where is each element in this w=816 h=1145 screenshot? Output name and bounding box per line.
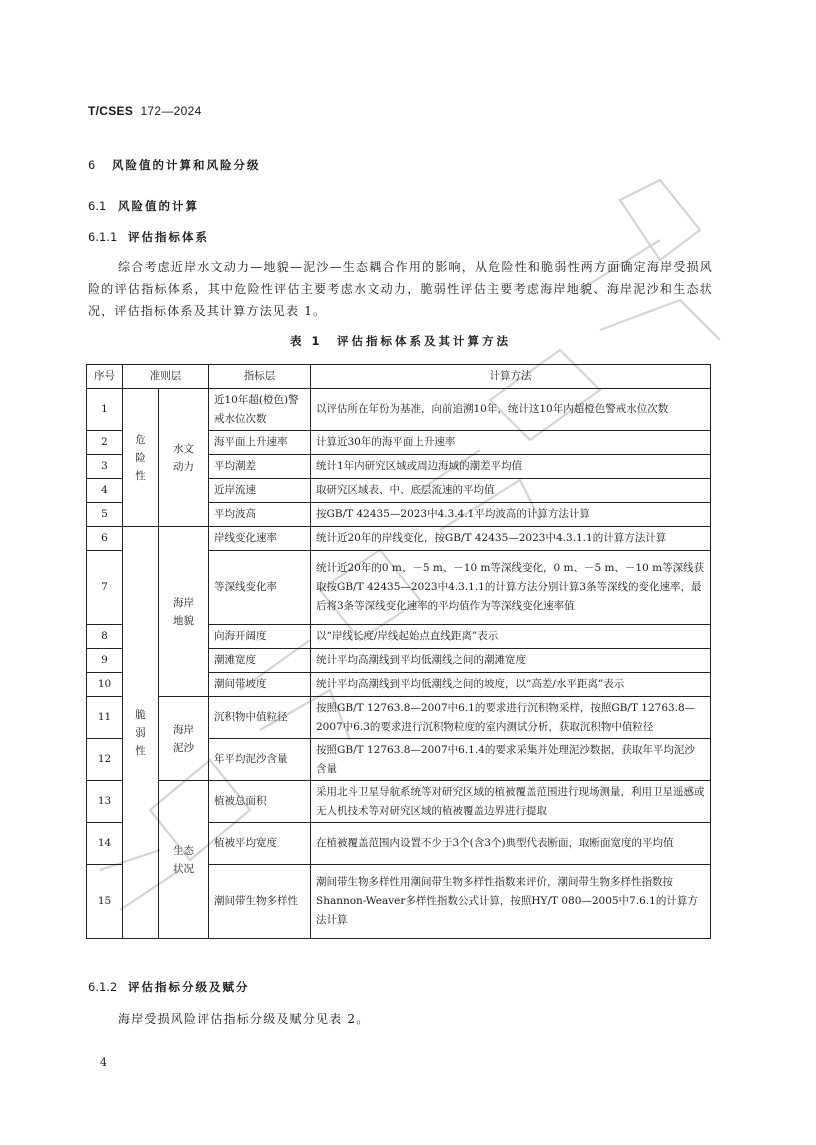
indicator-table bbox=[86, 364, 711, 939]
method-cell: 统计1年内研究区域或周边海域的潮差平均值 bbox=[311, 455, 711, 479]
table-header-row bbox=[87, 365, 711, 389]
group-eco: 生态状况 bbox=[159, 781, 209, 939]
row-number: 9 bbox=[87, 649, 123, 673]
row-number: 4 bbox=[87, 479, 123, 503]
section-6-1-2-heading: 6.1.2 评估指标分级及赋分 bbox=[88, 980, 250, 994]
row-number: 12 bbox=[87, 739, 123, 781]
method-cell: 采用北斗卫星导航系统等对研究区域的植被覆盖范围进行现场测量，利用卫星遥感或无人机技术等对研究区域的植被覆盖边界进行提取 bbox=[311, 781, 711, 823]
row-number: 10 bbox=[87, 673, 123, 697]
header-indicator: 指标层 bbox=[209, 365, 311, 389]
row-number: 11 bbox=[87, 697, 123, 739]
method-cell: 以“岸线长度/岸线起始点直线距离”表示 bbox=[311, 625, 711, 649]
row-number: 6 bbox=[87, 527, 123, 551]
indicator-cell: 潮间带坡度 bbox=[209, 673, 311, 697]
paragraph-grading: 海岸受损风险评估指标分级及赋分见表 2。 bbox=[118, 1012, 370, 1026]
group-geomorph: 海岸地貌 bbox=[159, 527, 209, 697]
indicator-cell: 年平均泥沙含量 bbox=[209, 739, 311, 781]
method-cell: 在植被覆盖范围内设置不少于3个(含3个)典型代表断面，取断面宽度的平均值 bbox=[311, 823, 711, 865]
group-danger: 危险性 bbox=[123, 389, 159, 527]
method-cell: 以评估所在年份为基准，向前追溯10年，统计这10年内超橙色警戒水位次数 bbox=[311, 389, 711, 431]
method-cell: 按GB/T 42435—2023中4.3.4.1平均波高的计算方法计算 bbox=[311, 503, 711, 527]
method-cell: 潮间带生物多样性用潮间带生物多样性指数来评价，潮间带生物多样性指数按Shannon-Weaver多样性指数公式计算，按照HY/T 080—2005中7.6.1的计算方法计算 bbox=[311, 865, 711, 939]
table-row bbox=[87, 389, 711, 431]
indicator-cell: 潮滩宽度 bbox=[209, 649, 311, 673]
header-criterion: 准则层 bbox=[123, 365, 209, 389]
method-cell: 统计近20年的0 m、－5 m、－10 m等深线变化，0 m、－5 m、－10 m等深线获取按GB/T 42435—2023中4.3.1.1的计算方法分别计算3条等深线的变化速率，最后将3条等深线变化速率的平均值作为等深线变化速率值 bbox=[311, 551, 711, 625]
method-cell: 统计平均高潮线到平均低潮线之间的坡度，以“高差/水平距离”表示 bbox=[311, 673, 711, 697]
table-row bbox=[87, 527, 711, 551]
method-cell: 取研究区域表、中、底层流速的平均值 bbox=[311, 479, 711, 503]
indicator-cell: 平均潮差 bbox=[209, 455, 311, 479]
row-number: 14 bbox=[87, 823, 123, 865]
page-number: 4 bbox=[100, 1056, 107, 1069]
section-6-1-1-heading: 6.1.1 评估指标体系 bbox=[88, 230, 209, 244]
row-number: 15 bbox=[87, 865, 123, 939]
indicator-cell: 等深线变化率 bbox=[209, 551, 311, 625]
indicator-cell: 潮间带生物多样性 bbox=[209, 865, 311, 939]
group-hydro: 水文动力 bbox=[159, 389, 209, 527]
group-sediment: 海岸泥沙 bbox=[159, 697, 209, 781]
row-number: 13 bbox=[87, 781, 123, 823]
row-number: 5 bbox=[87, 503, 123, 527]
indicator-cell: 向海开阔度 bbox=[209, 625, 311, 649]
row-number: 7 bbox=[87, 551, 123, 625]
method-cell: 统计平均高潮线到平均低潮线之间的潮滩宽度 bbox=[311, 649, 711, 673]
indicator-cell: 平均波高 bbox=[209, 503, 311, 527]
section-6-1-heading: 6.1 风险值的计算 bbox=[88, 199, 199, 213]
standard-number: T/CSES 172—2024 bbox=[88, 104, 202, 118]
method-cell: 按照GB/T 12763.8—2007中6.1的要求进行沉积物采样，按照GB/T 12763.8—2007中6.3的要求进行沉积物粒度的室内测试分析，获取沉积物中值粒径 bbox=[311, 697, 711, 739]
indicator-cell: 沉积物中值粒径 bbox=[209, 697, 311, 739]
table-1-caption: 表 1 评估指标体系及其计算方法 bbox=[289, 334, 511, 348]
indicator-cell: 近10年超(橙色)警戒水位次数 bbox=[209, 389, 311, 431]
paragraph-indicator-system: 综合考虑近岸水文动力—地貌—泥沙—生态耦合作用的影响，从危险性和脆弱性两方面确定海岸受损风险的评估指标体系，其中危险性评估主要考虑水文动力，脆弱性评估主要考虑海岸地貌、海岸泥沙和生态状况，评估指标体系及其计算方法见表 1。 bbox=[88, 260, 713, 318]
header-seq: 序号 bbox=[87, 365, 123, 389]
table-row bbox=[87, 781, 711, 823]
method-cell: 计算近30年的海平面上升速率 bbox=[311, 431, 711, 455]
table-row bbox=[87, 697, 711, 739]
group-vulnerability: 脆弱性 bbox=[123, 527, 159, 939]
method-cell: 统计近20年的岸线变化，按GB/T 42435—2023中4.3.1.1的计算方法计算 bbox=[311, 527, 711, 551]
indicator-cell: 海平面上升速率 bbox=[209, 431, 311, 455]
indicator-cell: 植被总面积 bbox=[209, 781, 311, 823]
indicator-cell: 岸线变化速率 bbox=[209, 527, 311, 551]
indicator-cell: 植被平均宽度 bbox=[209, 823, 311, 865]
section-6-heading: 6 风险值的计算和风险分级 bbox=[88, 158, 261, 172]
header-method: 计算方法 bbox=[311, 365, 711, 389]
indicator-cell: 近岸流速 bbox=[209, 479, 311, 503]
row-number: 3 bbox=[87, 455, 123, 479]
row-number: 1 bbox=[87, 389, 123, 431]
row-number: 8 bbox=[87, 625, 123, 649]
row-number: 2 bbox=[87, 431, 123, 455]
method-cell: 按照GB/T 12763.8—2007中6.1.4的要求采集并处理泥沙数据，获取年平均泥沙含量 bbox=[311, 739, 711, 781]
